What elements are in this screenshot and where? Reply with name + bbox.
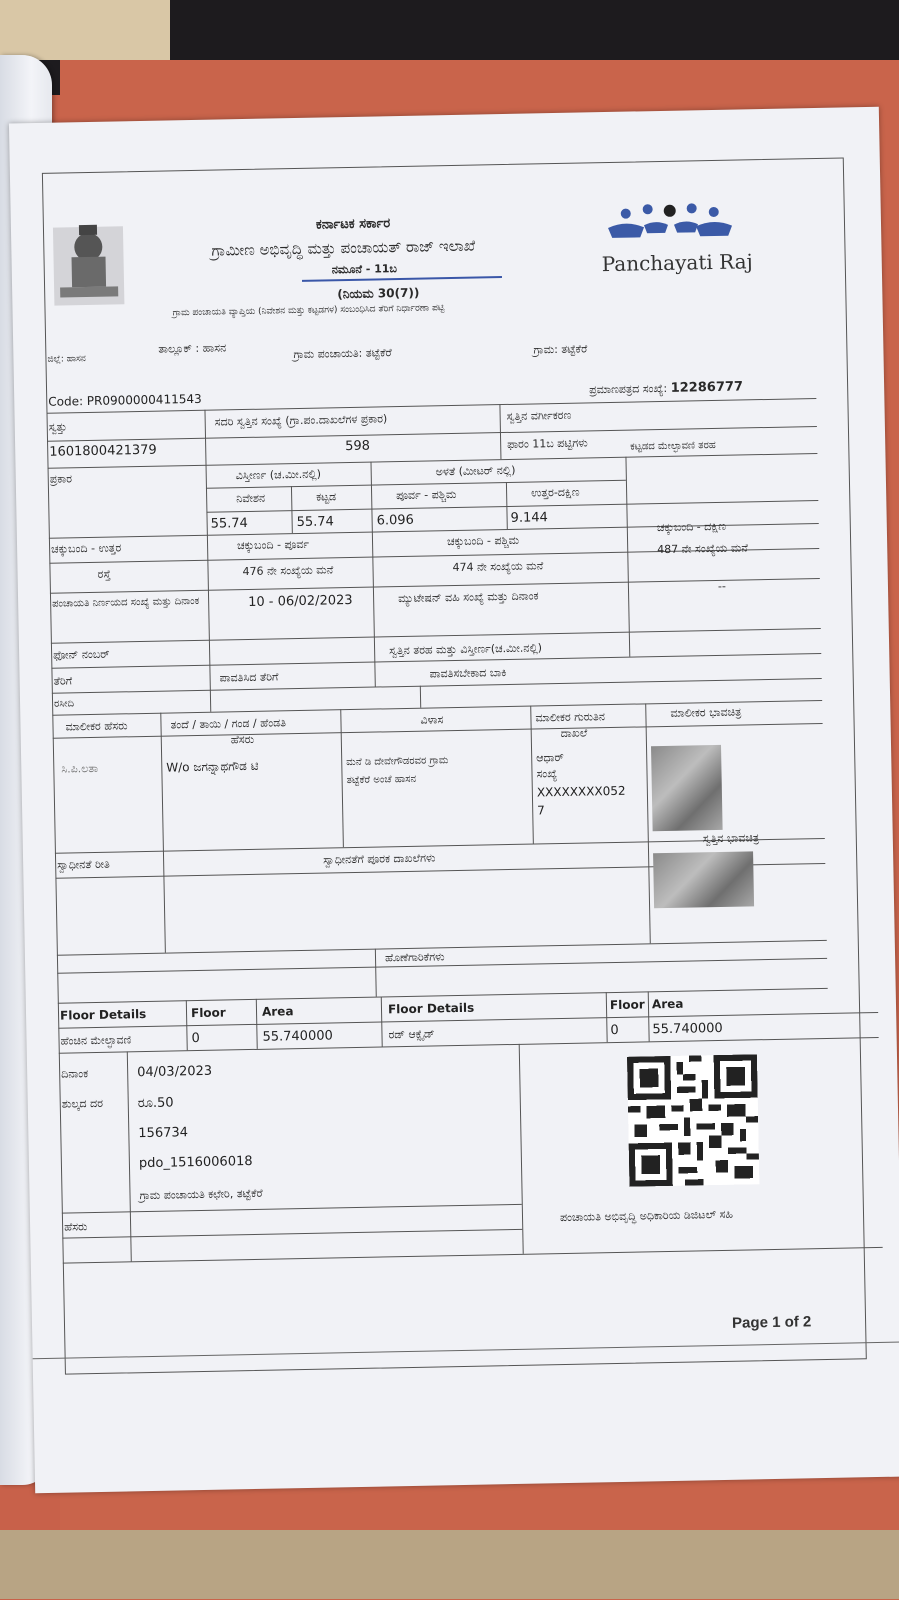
- property-id: 1601800421379: [49, 442, 157, 460]
- relation-label-1: ತಂದೆ / ತಾಯಿ / ಗಂಡ / ಹೆಂಡತಿ: [170, 716, 287, 732]
- resolution-value: 10 - 06/02/2023: [248, 592, 353, 610]
- gram-panchayat: ಗ್ರಾಮ ಪಂಚಾಯತಿ: ತಟ್ಟೆಕೆರೆ: [293, 346, 392, 362]
- village: ಗ್ರಾಮ: ತಟ್ಟೆಕೆರೆ: [533, 342, 588, 357]
- floor-header-right: Floor: [609, 997, 645, 1013]
- dimension-ns-value: 9.144: [510, 510, 548, 526]
- date-value: 04/03/2023: [137, 1063, 213, 1081]
- boundary-west-value: 474 ನೇ ಸಂಖ್ಯೆಯ ಮನೆ: [452, 559, 544, 575]
- area-label: ವಿಸ್ತೀರ್ಣ (ಚ.ಮೀ.ನಲ್ಲಿ): [235, 467, 322, 483]
- tax-paid-label: ಪಾವತಿಸಿದ ತೆರಿಗೆ: [219, 670, 279, 685]
- area-site-value: 55.74: [210, 515, 249, 532]
- area-header-right: Area: [651, 996, 684, 1012]
- ownership-method-label: ಸ್ವಾಧೀನತೆ ರೀತಿ: [57, 857, 110, 872]
- dimension-ew-label: ಪೂರ್ವ - ಪಶ್ಚಿಮ: [396, 487, 457, 503]
- office-place: ಗ್ರಾಮ ಪಂಚಾಯತಿ ಕಛೇರಿ, ತಟ್ಟೆಕೆರೆ: [139, 1186, 263, 1203]
- floor-header-left: Floor: [190, 1005, 226, 1021]
- dimension-ew-value: 6.096: [376, 512, 414, 529]
- qr-code-icon: [627, 1054, 759, 1186]
- owner-name-label: ಮಾಲೀಕರ ಹೆಸರು: [65, 719, 128, 734]
- relation-value: W/o ಜಗನ್ನಾಥಗೌಡ ಟಿ: [166, 758, 259, 775]
- area-left: 55.740000: [262, 1028, 333, 1045]
- boundary-east-label: ಚಕ್ಕುಬಂದಿ - ಪೂರ್ವ: [236, 537, 310, 553]
- property-photo-label: ಸ್ವತ್ತಿನ ಭಾವಚಿತ್ರ: [702, 831, 760, 846]
- boundary-south-label: ಚಕ್ಕುಬಂದಿ - ದಕ್ಷಿಣ: [656, 519, 727, 535]
- address-line-1: ಮನೆ ಡಿ ದೇವೇಗೌಡರವರ ಗ್ರಾಮ: [346, 755, 449, 769]
- fee-label: ಶುಲ್ಕದ ದರ: [61, 1096, 104, 1111]
- date-label: ದಿನಾಂಕ: [61, 1067, 89, 1081]
- id-value-3: XXXXXXXX052: [536, 783, 626, 800]
- document-sheet: [9, 107, 899, 1493]
- pdo-id: pdo_1516006018: [138, 1153, 253, 1172]
- header-department: ಗ್ರಾಮೀಣ ಅಭಿವೃದ್ಧಿ ಮತ್ತು ಪಂಚಾಯತ್ ರಾಜ್ ಇಲಾಖೆ: [211, 236, 476, 260]
- survey-number-label: ಸದರಿ ಸ್ವತ್ತಿನ ಸಂಖ್ಯೆ (ಗ್ರಾ.ಪಂ.ದಾಖಲೆಗಳ ಪ್ರಕಾರ): [214, 412, 388, 429]
- kind-area-label: ಸ್ವತ್ತಿನ ತರಹ ಮತ್ತು ವಿಸ್ತೀರ್ಣ(ಚ.ಮೀ.ನಲ್ಲಿ): [388, 641, 543, 658]
- receipt-number: 156734: [138, 1125, 189, 1142]
- dimension-ns-label: ಉತ್ತರ-ದಕ್ಷಿಣ: [530, 485, 580, 500]
- property-id-label: ಸ್ವತ್ತು: [48, 420, 67, 434]
- receipt-label: ರಸೀದಿ: [53, 698, 75, 710]
- floor-right: 0: [610, 1022, 619, 1039]
- id-label-2: ದಾಖಲೆ: [560, 726, 588, 740]
- id-value-2: ಸಂಖ್ಯೆ: [536, 767, 558, 781]
- phone-label: ಫೋನ್ ನಂಬರ್: [53, 647, 110, 662]
- boundary-north-value: ರಸ್ತೆ: [97, 567, 111, 581]
- karnataka-emblem-icon: [49, 216, 129, 309]
- liabilities-label: ಹೊಣೆಗಾರಿಕೆಗಳು: [384, 950, 445, 965]
- header-subtitle: ಗ್ರಾಮ ಪಂಚಾಯತಿ ವ್ಯಾಪ್ತಿಯ (ನಿವೇಶನ ಮತ್ತು ಕಟ್ಟಡಗಳ) ಸಂಬಂಧಿಸಿದ ತೆರಿಗೆ ನಿರ್ಧಾರಣಾ ಪಟ್ಟಿ: [172, 303, 445, 319]
- area-right: 55.740000: [652, 1020, 723, 1038]
- resolution-label: ಪಂಚಾಯತಿ ನಿರ್ಣಯದ ಸಂಖ್ಯೆ ಮತ್ತು ದಿನಾಂಕ: [52, 595, 200, 610]
- roof-type-label: ಕಟ್ಟಡದ ಮೇಲ್ಛಾವಣಿ ತರಹ: [630, 439, 716, 453]
- certificate-number: ಪ್ರಮಾಣಪತ್ರದ ಸಂಖ್ಯೆ: 12286777: [589, 379, 744, 397]
- area-building-value: 55.74: [296, 514, 334, 531]
- dimension-label: ಅಳತೆ (ಮೀಟರ್ ನಲ್ಲಿ): [435, 463, 516, 479]
- owner-photo: [651, 745, 723, 831]
- boundary-south-value: 487 ನೇ ಸಂಖ್ಯೆಯ ಮನೆ: [657, 541, 749, 557]
- officer-name-label: ಹೆಸರು: [64, 1220, 88, 1234]
- page-number: Page 1 of 2: [731, 1313, 812, 1332]
- fee-value: ರೂ.50: [137, 1095, 174, 1112]
- id-value-4: 7: [537, 803, 545, 818]
- digital-signature-label: ಪಂಚಾಯತಿ ಅಭಿವೃದ್ಧಿ ಅಧಿಕಾರಿಯ ಡಿಜಿಟಲ್ ಸಹಿ: [559, 1207, 734, 1225]
- floor-details-header-right: Floor Details: [387, 1000, 475, 1017]
- owner-photo-label: ಮಾಲೀಕರ ಭಾವಚಿತ್ರ: [670, 705, 742, 720]
- boundary-north-label: ಚಕ್ಕುಬಂದಿ - ಉತ್ತರ: [50, 541, 122, 556]
- area-header-left: Area: [261, 1004, 294, 1019]
- classification-value: ಫಾರಂ 11ಬ ಪಟ್ಟಿಗಳು: [507, 436, 588, 451]
- boundary-east-value: 476 ನೇ ಸಂಖ್ಯೆಯ ಮನೆ: [242, 563, 334, 579]
- property-code: Code: PR0900000411543: [48, 391, 202, 409]
- floor-left: 0: [191, 1030, 200, 1047]
- taluk: ತಾಲ್ಲೂಕ್ : ಹಾಸನ: [158, 341, 227, 356]
- header-rule: (ನಿಯಮ 30(7)): [337, 285, 420, 302]
- address-label: ವಿಳಾಸ: [420, 713, 444, 727]
- relation-label-2: ಹೆಸರು: [230, 732, 255, 747]
- id-value-1: ಆಧಾರ್: [536, 750, 564, 765]
- boundary-west-label: ಚಕ್ಕುಬಂದಿ - ಪಶ್ಚಿಮ: [446, 533, 520, 549]
- panchayati-raj-text: Panchayati Raj: [601, 249, 753, 277]
- floor-details-right: ರಡ್ ಆಕ್ಸೈಡ್: [388, 1027, 435, 1042]
- header-government: ಕರ್ನಾಟಕ ಸರ್ಕಾರ: [315, 216, 391, 233]
- background-board: [0, 1530, 899, 1599]
- classification-label: ಸ್ವತ್ತಿನ ವರ್ಗೀಕರಣ: [506, 408, 572, 423]
- owner-name: ಸಿ.ಪಿ.ಲತಾ: [61, 761, 99, 776]
- address-line-2: ತಟ್ಟೆಕೆರೆ ಅಂಚೆ ಹಾಸನ: [346, 773, 417, 787]
- district: ಜಿಲ್ಲೆ: ಹಾಸನ: [47, 354, 86, 365]
- boundary-south-extra: --: [717, 579, 727, 593]
- floor-details-left: ಹೆಂಚಿನ ಮೇಲ್ಛಾವಣಿ: [60, 1033, 132, 1048]
- ownership-docs-label: ಸ್ವಾಧೀನತೆಗೆ ಪೂರಕ ದಾಖಲೆಗಳು: [323, 851, 436, 867]
- id-label-1: ಮಾಲೀಕರ ಗುರುತಿನ: [535, 710, 606, 725]
- header-form-number: ನಮೂನೆ - 11ಬ: [331, 262, 398, 277]
- mutation-label: ಮ್ಯುಟೇಷನ್ ವಹಿ ಸಂಖ್ಯೆ ಮತ್ತು ದಿನಾಂಕ: [397, 589, 539, 606]
- floor-details-header-left: Floor Details: [59, 1007, 147, 1023]
- type-label: ಪ್ರಕಾರ: [49, 472, 73, 486]
- area-site-label: ನಿವೇಶನ: [236, 491, 266, 506]
- survey-number: 598: [345, 438, 371, 455]
- tax-label: ತೆರಿಗೆ: [53, 674, 73, 688]
- background-paper-corner: [0, 0, 170, 60]
- tax-due-label: ಪಾವತಿಸಬೇಕಾದ ಬಾಕಿ: [429, 666, 507, 681]
- area-building-label: ಕಟ್ಟಡ: [316, 490, 337, 504]
- property-photo: [653, 851, 754, 908]
